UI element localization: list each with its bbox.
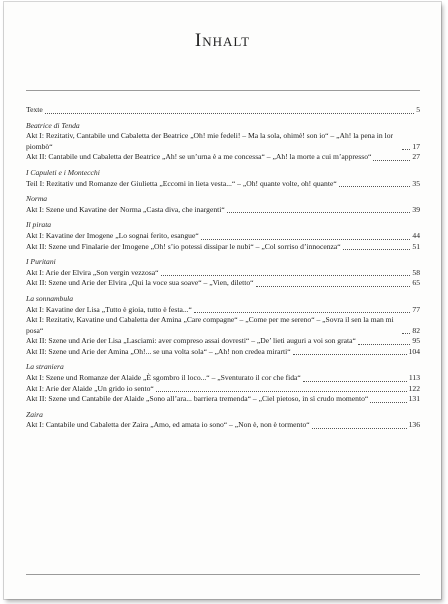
toc-entry xyxy=(26,373,420,384)
toc-section xyxy=(26,362,420,404)
toc-section-title: Beatrice di Tenda xyxy=(26,120,80,130)
toc-entry xyxy=(26,152,420,163)
toc-entry xyxy=(26,131,420,152)
toc-entry-text: Akt I: Rezitativ, Kavatine und Cabaletta der Amina „Care compagne“ – „Come per me sereno“ – „Sovra il sen la man mi posa“ xyxy=(26,315,394,335)
toc-page-number: 65 xyxy=(412,278,420,288)
dot-leader xyxy=(370,401,406,403)
dot-leader xyxy=(156,390,407,392)
toc-entry xyxy=(26,347,420,358)
toc-page-number: 35 xyxy=(412,178,420,188)
dot-leader xyxy=(256,285,411,287)
toc-entry xyxy=(26,205,420,216)
toc-page-number: 77 xyxy=(412,304,420,314)
dot-leader xyxy=(402,148,410,150)
toc-section xyxy=(26,257,420,289)
dot-leader xyxy=(45,112,414,114)
toc-entry xyxy=(26,420,420,431)
toc-section-title: I Puritani xyxy=(26,257,56,267)
toc-section-title: Zaira xyxy=(26,409,43,419)
toc-page-number: 51 xyxy=(412,241,420,251)
toc-section-title: I Capuleti e i Montecchi xyxy=(26,167,100,177)
dot-leader xyxy=(201,238,411,240)
page-sheet xyxy=(4,2,441,599)
footer-rule xyxy=(26,574,420,575)
toc-page-number: 113 xyxy=(408,373,420,383)
toc-section xyxy=(26,410,420,431)
toc-entry xyxy=(26,268,420,279)
dot-leader xyxy=(358,343,411,345)
toc-entry xyxy=(26,336,420,347)
toc-entry xyxy=(26,394,420,405)
toc-page-number: 95 xyxy=(412,336,420,346)
dot-leader xyxy=(343,248,411,250)
toc-page-number: 122 xyxy=(408,383,420,393)
toc-entry xyxy=(26,242,420,253)
toc-entry-text: Akt II: Cantabile und Cabaletta der Beatrice „Ah! se un’urna è a me concessa“ – „Ah! la morte a cui m’appresso“ xyxy=(26,152,372,162)
toc-entry-text: Akt II: Szene und Arie der Lisa „Lasciami: aver compreso assai dovresti“ – „De’ lieti auguri a voi son grata“ xyxy=(26,336,356,346)
toc-entry-text: Akt I: Kavatine der Imogene „Lo sognai ferito, esangue“ xyxy=(26,230,199,240)
header-rule xyxy=(26,90,420,91)
dot-leader xyxy=(373,159,410,161)
toc-section xyxy=(26,294,420,358)
toc-entry-text: Akt II: Szene und Arie der Amina „Oh!... se una volta sola“ – „Ah! non credea mirarti“ xyxy=(26,346,291,356)
toc-page-number: 39 xyxy=(412,204,420,214)
toc-entry xyxy=(26,231,420,242)
toc-entry xyxy=(26,179,420,190)
page-title: Inhalt xyxy=(194,30,251,51)
toc-page-number: 58 xyxy=(412,267,420,277)
dot-leader xyxy=(227,211,411,213)
toc-page-number: 5 xyxy=(416,105,420,114)
dot-leader xyxy=(194,311,411,313)
toc-entry-text: Texte xyxy=(26,105,43,114)
toc-section xyxy=(26,194,420,215)
toc-entry-text: Akt I: Szene und Kavatine der Norma „Casta diva, che inargenti“ xyxy=(26,204,225,214)
toc-entry xyxy=(26,315,420,336)
toc-section xyxy=(26,168,420,189)
table-of-contents xyxy=(26,105,420,436)
toc-entry-text: Akt II: Szene und Finalarie der Imogene „Oh! s’io potessi dissipar le nubi“ – „Col sorriso d’innocenza“ xyxy=(26,241,341,251)
dot-leader xyxy=(293,353,407,355)
toc-entry xyxy=(26,105,420,116)
dot-leader xyxy=(312,427,407,429)
toc-entry xyxy=(26,305,420,316)
toc-section-title: Norma xyxy=(26,194,48,204)
toc-entry xyxy=(26,384,420,395)
toc-page-number: 44 xyxy=(412,230,420,240)
toc-page-number: 104 xyxy=(408,346,420,356)
toc-entry-text: Akt I: Arie der Elvira „Son vergin vezzosa“ xyxy=(26,267,159,277)
toc-page-number: 131 xyxy=(408,394,420,404)
toc-section-title: Il pirata xyxy=(26,220,52,230)
toc-entry-text: Akt I: Kavatine der Lisa „Tutto è gioia, tutto è festa...“ xyxy=(26,304,192,314)
toc-entry-text: Akt I: Rezitativ, Cantabile und Cabaletta der Beatrice „Oh! mie fedeli! – Ma la sola, ohimè! son io“ – „Ah! la pena in lor piombò“ xyxy=(26,131,394,151)
toc-top-group xyxy=(26,105,420,116)
toc-section xyxy=(26,220,420,252)
toc-entry-text: Akt I: Cantabile und Cabaletta der Zaira „Amo, ed amata io sono“ – „Non è, non è tormento“ xyxy=(26,420,310,430)
toc-section xyxy=(26,121,420,163)
toc-section-title: La straniera xyxy=(26,362,64,372)
toc-entry-text: Akt I: Arie der Alaide „Un grido io sento“ xyxy=(26,383,154,393)
toc-entry-text: Akt II: Szene und Arie der Elvira „Qui la voce sua soave“ – „Vien, diletto“ xyxy=(26,278,254,288)
toc-section-title: La sonnambula xyxy=(26,293,74,303)
toc-entry-text: Teil I: Rezitativ und Romanze der Giulietta „Eccomi in lieta vesta...“ – „Oh! quante volte, oh! quante“ xyxy=(26,178,337,188)
toc-page-number: 136 xyxy=(408,420,420,430)
dot-leader xyxy=(339,185,411,187)
toc-page-number: 82 xyxy=(412,325,420,335)
toc-entry-text: Akt II: Szene und Cantabile der Alaide „Sono all’ara... barriera tremenda“ – „Ciel pietoso, in sì crudo momento“ xyxy=(26,394,369,404)
toc-page-number: 27 xyxy=(412,152,420,162)
dot-leader xyxy=(303,380,407,382)
toc-entry xyxy=(26,278,420,289)
dot-leader xyxy=(402,332,410,334)
toc-page-number: 17 xyxy=(412,141,420,151)
dot-leader xyxy=(161,274,411,276)
toc-entry-text: Akt I: Szene und Romanze der Alaide „È sgombro il loco...“ – „Sventurato il cor che fida“ xyxy=(26,373,301,383)
